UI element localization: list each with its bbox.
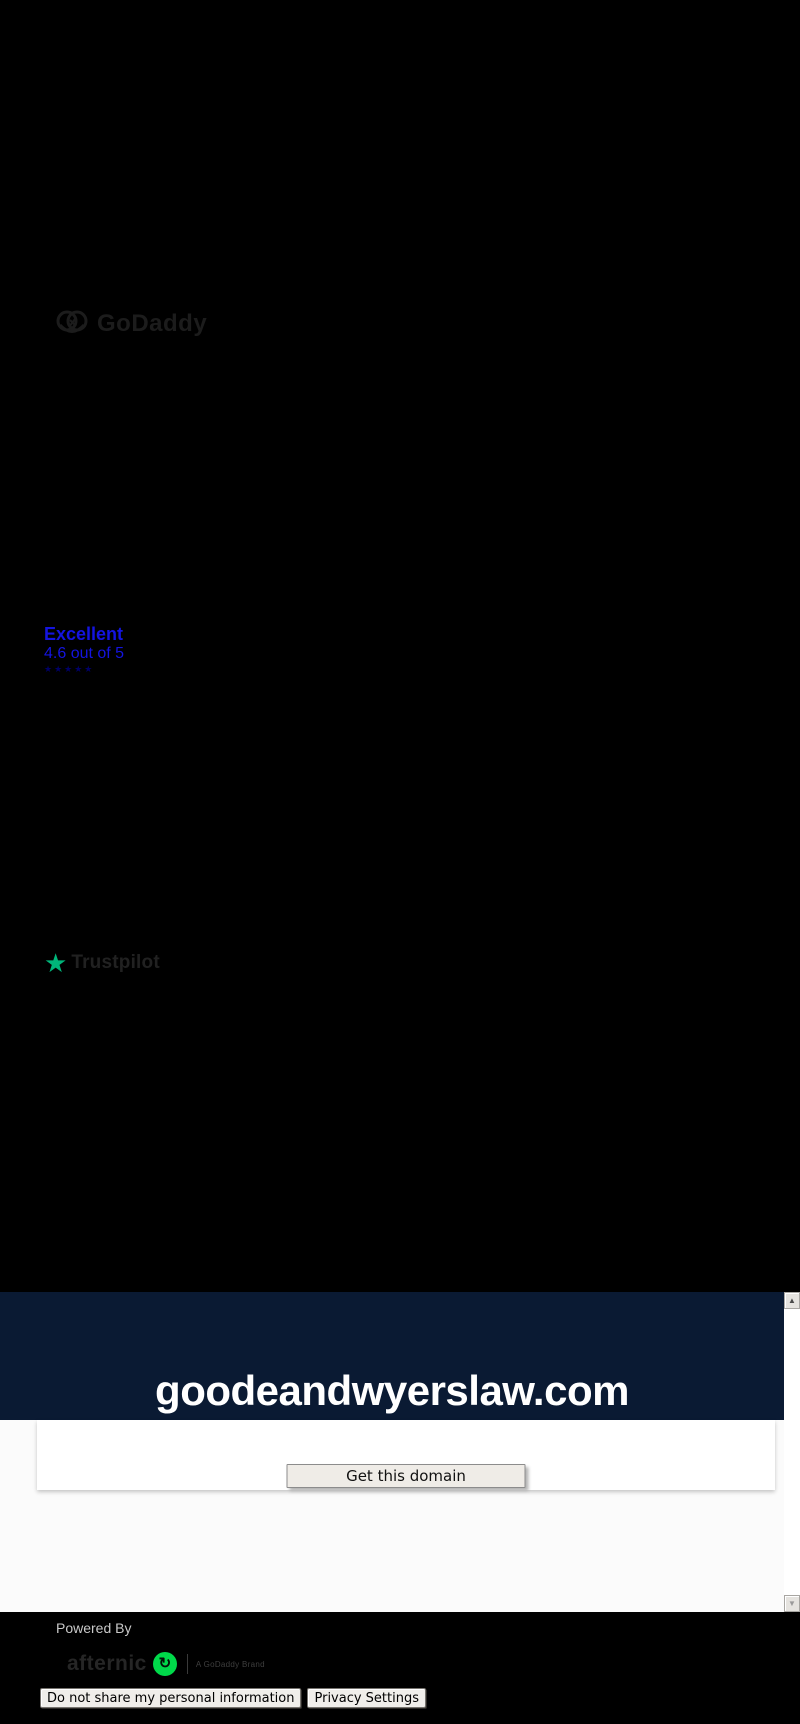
scroll-up-button[interactable] (784, 1292, 800, 1309)
scroll-up-icon: ▲ (788, 1295, 796, 1305)
trustpilot-wordmark: Trustpilot (71, 952, 160, 973)
lander-header (0, 1292, 784, 1420)
rating-score: 4.6 out of 5 (44, 645, 125, 662)
scroll-down-button[interactable] (784, 1595, 800, 1612)
lander-frame (0, 1292, 800, 1612)
privacy-buttons-row (40, 1688, 426, 1708)
scroll-down-icon: ▼ (788, 1598, 796, 1608)
rating-stars-icon: ★★★★★ (44, 664, 95, 674)
godaddy-brand-label: A GoDaddy Brand (195, 1659, 265, 1669)
trustpilot-logo[interactable] (44, 950, 160, 976)
godaddy-heart-icon (55, 308, 89, 340)
do-not-share-button[interactable]: Do not share my personal information (40, 1688, 301, 1708)
trustpilot-star-icon: ★ (44, 948, 68, 978)
powered-by-label: Powered By (56, 1620, 132, 1636)
lander-card (37, 1420, 775, 1490)
lander-scrollbar[interactable] (784, 1292, 800, 1612)
lander-content (0, 1292, 784, 1612)
afternic-arrows-icon: ↻ (153, 1652, 177, 1676)
afternic-wordmark: afternic (67, 1652, 147, 1675)
get-domain-button[interactable]: Get this domain (287, 1464, 526, 1488)
rating-label: Excellent (44, 624, 124, 644)
trustpilot-rating[interactable] (44, 624, 124, 674)
domain-title: goodeandwyerslaw.com (155, 1367, 629, 1414)
brand-divider (187, 1654, 188, 1674)
godaddy-logo[interactable] (55, 306, 207, 342)
afternic-brand[interactable] (67, 1652, 265, 1676)
footer (0, 1612, 800, 1724)
privacy-settings-button[interactable]: Privacy Settings (307, 1688, 426, 1708)
godaddy-wordmark: GoDaddy (97, 310, 208, 337)
lander-body (0, 1420, 784, 1612)
